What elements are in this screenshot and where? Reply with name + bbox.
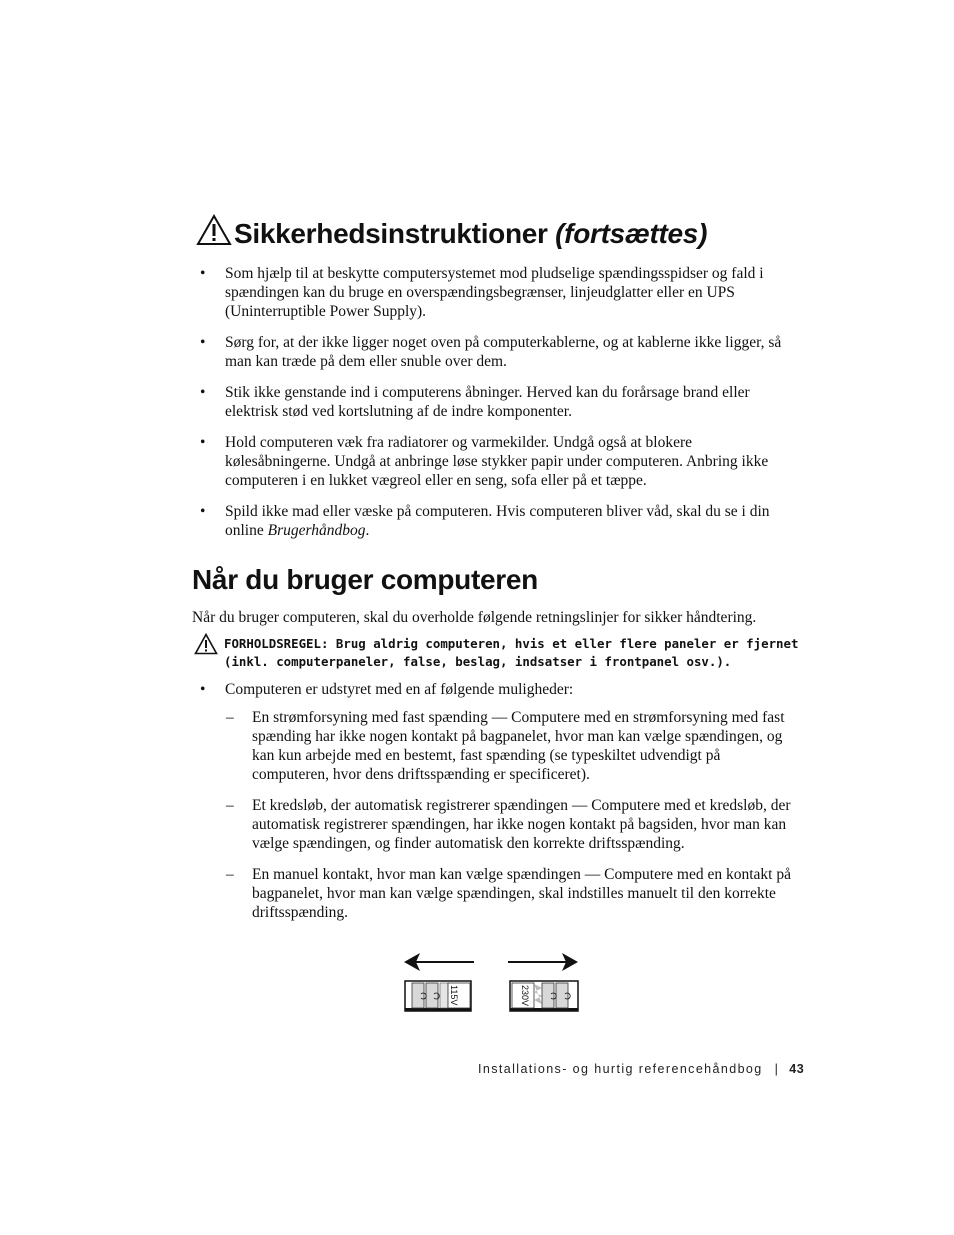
heading-suffix: (fortsættes): [555, 218, 708, 249]
list-item: • Sørg for, at der ikke ligger noget oven på computerkablerne, og at kablerne ikke ligger, så man kan træde på dem eller snuble over dem.: [200, 333, 800, 371]
arrow-left-icon: [404, 953, 474, 971]
list-item: – En strømforsyning med fast spænding — Computere med en strømforsyning med fast spænding har ikke nogen kontakt på bagpanelet, hvor man kan vælge spændingen, og kan kun arbejde med en bestemt, fast spænding (se typeskiltet udvendigt på computeren, hvor dens driftsspænding er specificeret).: [226, 708, 801, 784]
list-item-end: .: [365, 522, 370, 539]
safety-bullet-list: [200, 264, 800, 552]
warning-triangle-icon: [194, 633, 218, 655]
list-item-text: Spild ikke mad eller væske på computeren. Hvis computeren bliver våd, skal du se i din online: [225, 503, 770, 539]
list-item: [200, 502, 800, 540]
footer-title: Installations- og hurtig referencehåndbog: [478, 1062, 763, 1076]
list-item: [200, 680, 573, 699]
list-item: • Stik ikke genstande ind i computerens åbninger. Herved kan du forårsage brand eller elektrisk stød ved kortslutning af de indre komponenter.: [200, 383, 800, 421]
power-options-list: [226, 708, 801, 934]
list-item: – En manuel kontakt, hvor man kan vælge spændingen — Computere med en kontakt på bagpanelet, hvor man kan vælge spændingen, skal indstilles manuelt til den korrekte driftsspænding.: [226, 865, 801, 922]
footer-separator: |: [774, 1062, 780, 1076]
caution-text: Brug aldrig computeren, hvis et eller flere paneler er fjernet: [328, 636, 799, 651]
list-item: • Som hjælp til at beskytte computersystemet mod pludselige spændingsspidser og fald i spændingen kan du bruge en overspændingsbegrænser, linjeudglatter eller en UPS (Uninterruptible Power Supply).: [200, 264, 800, 321]
switch-label-115v: 115V: [449, 985, 459, 1006]
caution-label: FORHOLDSREGEL:: [224, 636, 329, 651]
section-intro: Når du bruger computeren, skal du overholde følgende retningslinjer for sikker håndtering.: [192, 609, 757, 626]
caution-text-line2: (inkl. computerpaneler, false, beslag, indsatser i frontpanel osv.).: [224, 654, 732, 669]
heading-title: Sikkerhedsinstruktioner: [234, 218, 548, 249]
section-heading-safety: [196, 214, 707, 250]
page-footer: [478, 1062, 804, 1076]
user-guide-reference: Brugerhåndbog: [267, 522, 366, 539]
voltage-switch-figure: [402, 948, 582, 1018]
arrow-right-icon: [508, 953, 578, 971]
list-item: – Et kredsløb, der automatisk registrerer spændingen — Computere med et kredsløb, der automatisk registrerer spændingen, har ikke nogen kontakt på bagsiden, hvor man kan vælge spændingen, og finder automatisk den korrekte driftsspænding.: [226, 796, 801, 853]
page-number: 43: [789, 1062, 805, 1076]
switch-label-230v: 230V: [520, 985, 530, 1007]
voltage-switch-230v: [510, 981, 578, 1011]
section-heading-using-computer: Når du bruger computeren: [192, 564, 538, 595]
warning-triangle-icon: [196, 214, 232, 246]
voltage-switch-115v: [405, 981, 471, 1011]
list-item-text: Computeren er udstyret med en af følgende muligheder:: [225, 681, 574, 698]
list-item: • Hold computeren væk fra radiatorer og varmekilder. Undgå også at blokere kølesåbningerne. Undgå at anbringe løse stykker papir under computeren. Anbring ikke computeren i en lukket vægreol eller en seng, sofa eller på et tæppe.: [200, 433, 800, 490]
